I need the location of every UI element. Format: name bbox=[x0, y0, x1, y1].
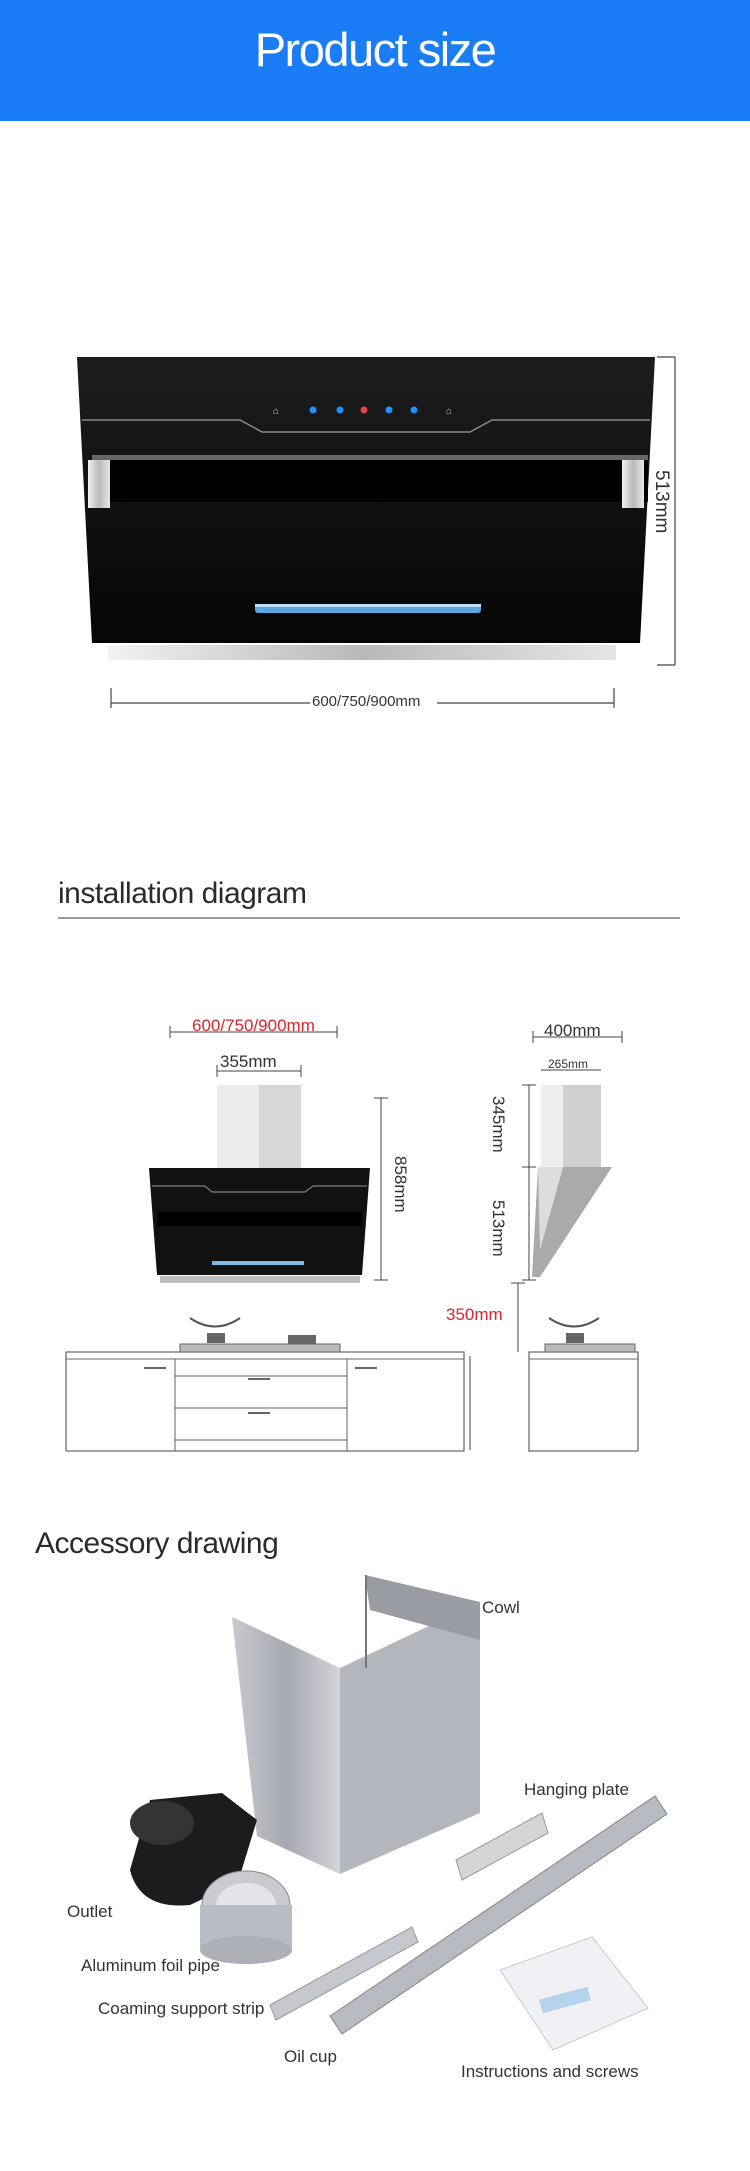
product-width-label: 600/750/900mm bbox=[312, 693, 421, 710]
accessory-title: Accessory drawing bbox=[35, 1527, 279, 1560]
front-view-diagram bbox=[66, 1026, 470, 1451]
label-foil-pipe: Aluminum foil pipe bbox=[81, 1956, 220, 1975]
label-instructions: Instructions and screws bbox=[461, 2062, 639, 2081]
side-view-diagram bbox=[511, 1031, 638, 1451]
accessory-image bbox=[130, 1575, 667, 2050]
front-height-label: 858mm bbox=[391, 1156, 410, 1213]
label-support-strip: Coaming support strip bbox=[98, 1999, 265, 2018]
label-outlet: Outlet bbox=[67, 1902, 113, 1921]
svg-text:⌂: ⌂ bbox=[273, 406, 280, 417]
clearance-label: 350mm bbox=[446, 1305, 503, 1324]
side-upper-text: 345mm bbox=[489, 1096, 508, 1153]
side-depth-label: 400mm bbox=[544, 1021, 601, 1040]
svg-text:⌂: ⌂ bbox=[446, 406, 453, 417]
page-title: Product size bbox=[254, 23, 496, 76]
installation-title: installation diagram bbox=[58, 877, 307, 910]
front-duct-label: 355mm bbox=[220, 1052, 277, 1071]
label-oil-cup: Oil cup bbox=[284, 2047, 337, 2066]
side-lower-text: 513mm bbox=[489, 1200, 508, 1257]
label-hanging-plate: Hanging plate bbox=[524, 1780, 629, 1799]
label-cowl: Cowl bbox=[482, 1598, 520, 1617]
front-width-label: 600/750/900mm bbox=[192, 1016, 315, 1035]
range-hood-image bbox=[77, 357, 655, 660]
product-height-label: 513mm bbox=[651, 470, 672, 534]
side-duct-label: 265mm bbox=[548, 1057, 589, 1071]
